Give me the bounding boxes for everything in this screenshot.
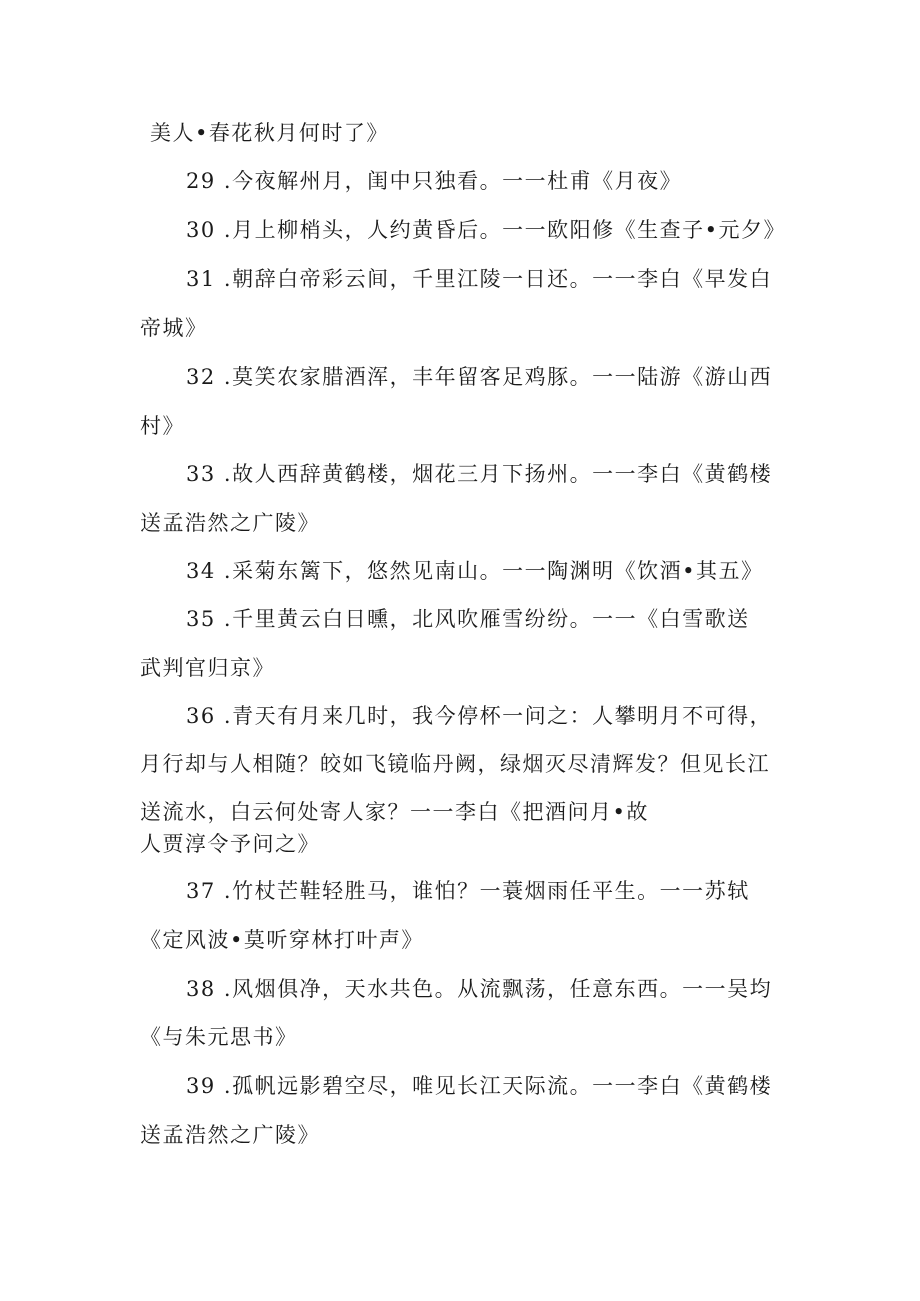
text-line: 送孟浩然之广陵》 xyxy=(140,511,320,535)
text-line: 32 .莫笑农家腊酒浑，丰年留客足鸡豚。一一陆游《游山西 xyxy=(186,365,773,389)
text-line: 29 .今夜解州月，闺中只独看。一一杜甫《月夜》 xyxy=(186,169,683,193)
text-line: 武判官归京》 xyxy=(140,656,275,680)
text-line: 37 .竹杖芒鞋轻胜马，谁怕？一蓑烟雨任平生。一一苏轼 xyxy=(186,879,750,903)
text-line: 月行却与人相随？皎如飞镜临丹阙，绿烟灭尽清辉发？但见长江 xyxy=(140,752,770,776)
text-line: 美人•春花秋月何时了》 xyxy=(150,121,389,145)
text-line: 31 .朝辞白帝彩云间，千里江陵一日还。一一李白《早发白 xyxy=(186,267,773,291)
text-line: 人贾淳令予问之》 xyxy=(140,832,320,856)
text-line: 30 .月上柳梢头，人约黄昏后。一一欧阳修《生查子•元夕》 xyxy=(186,218,786,242)
text-line: 38 .风烟俱净，天水共色。从流飘荡，任意东西。一一吴均 xyxy=(186,977,773,1001)
text-line: 《定风波•莫听穿林打叶声》 xyxy=(140,928,424,952)
text-line: 35 .千里黄云白日曛，北风吹雁雪纷纷。一一《白雪歌送 xyxy=(186,607,750,631)
text-line: 33 .故人西辞黄鹤楼，烟花三月下扬州。一一李白《黄鹤楼 xyxy=(186,462,773,486)
text-line: 送流水，白云何处寄人家？一一李白《把酒问月•故 xyxy=(140,800,649,824)
text-line: 36 .青天有月来几时，我今停杯一问之：人攀明月不可得， xyxy=(186,704,773,728)
text-line: 39 .孤帆远影碧空尽，唯见长江天际流。一一李白《黄鹤楼 xyxy=(186,1074,773,1098)
text-line: 34 .采菊东篱下，悠然见南山。一一陶渊明《饮酒•其五》 xyxy=(186,559,764,583)
text-line: 《与朱元思书》 xyxy=(140,1025,298,1049)
text-line: 送孟浩然之广陵》 xyxy=(140,1123,320,1147)
text-line: 帝城》 xyxy=(140,316,208,340)
text-line: 村》 xyxy=(140,414,185,438)
